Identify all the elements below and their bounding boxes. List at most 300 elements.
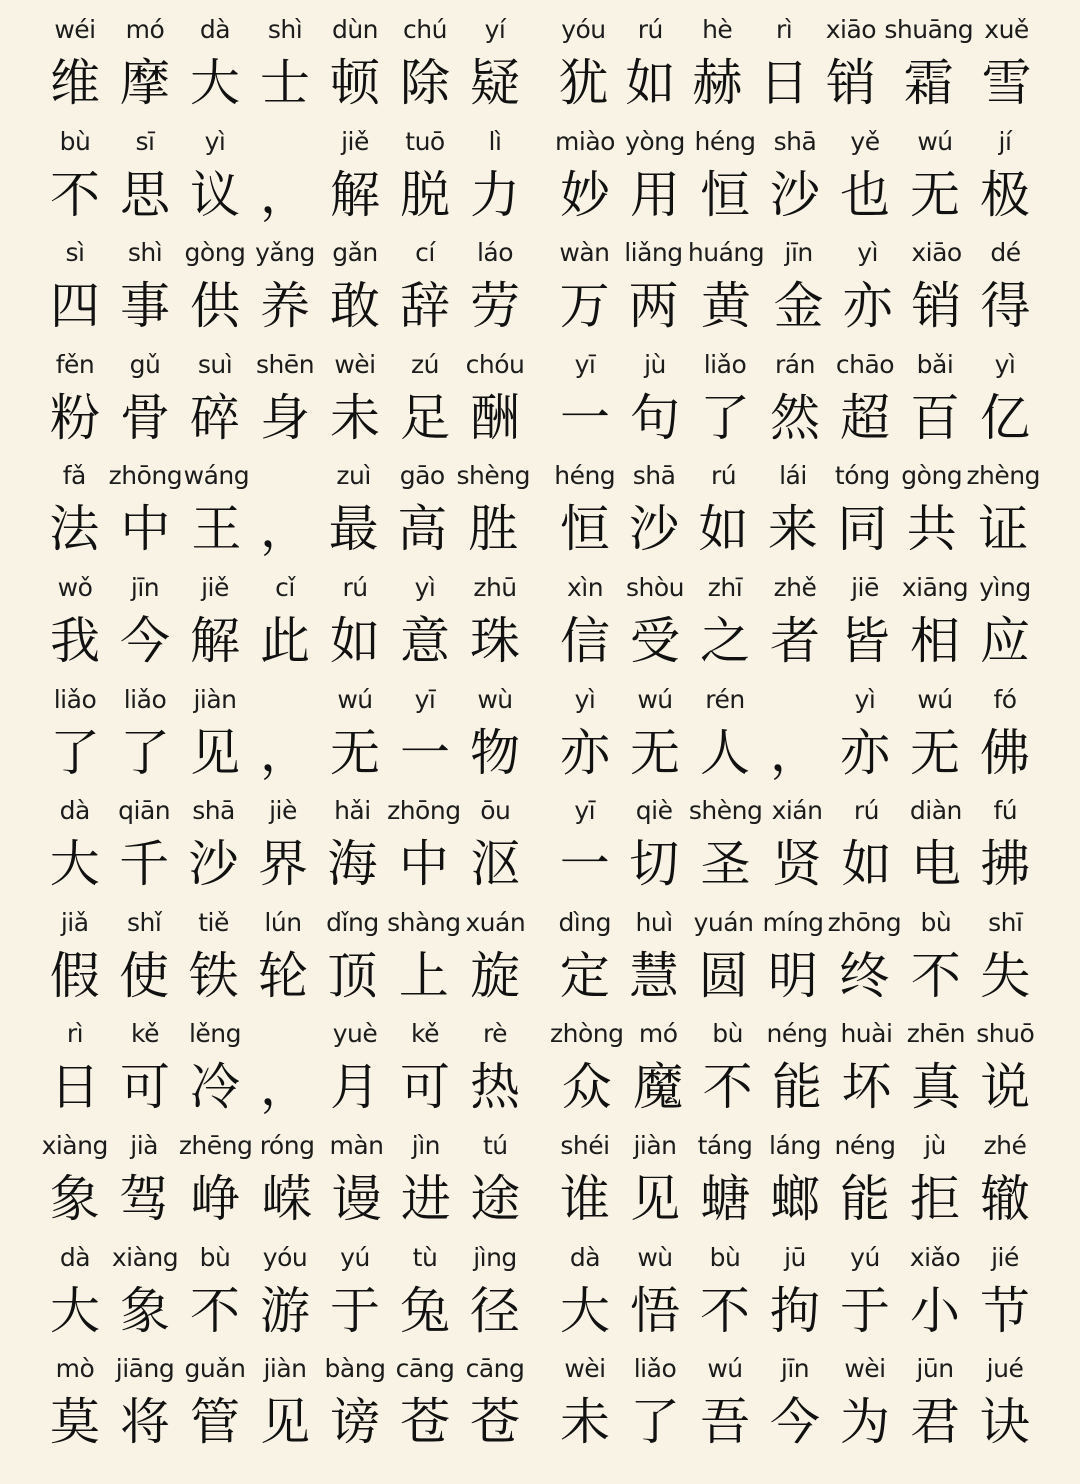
hanzi-character: 用 [630, 165, 680, 224]
hanzi-character: 亦 [842, 277, 893, 336]
pinyin-syllable: shèng [456, 461, 530, 491]
hanzi-character: 中 [398, 835, 449, 894]
pinyin-syllable: fěn [55, 349, 95, 379]
pinyin-syllable: bù [709, 1242, 741, 1272]
hanzi-character: 不 [702, 1058, 753, 1117]
pinyin-syllable: yī [574, 349, 596, 379]
hanzi-character: 今 [120, 611, 170, 670]
pinyin-syllable: wú [707, 1354, 743, 1384]
hanzi-character: 驾 [119, 1169, 170, 1228]
hanzi-character: 月 [330, 1058, 380, 1117]
pinyin-syllable: dà [569, 1242, 601, 1272]
pinyin-syllable: xuě [984, 15, 1029, 44]
pinyin-syllable: yì [994, 349, 1016, 379]
pinyin-syllable: gòng [901, 461, 963, 491]
pinyin-syllable: mó [125, 15, 165, 44]
hanzi-character: 径 [470, 1281, 520, 1340]
hanzi-character: 亦 [560, 723, 610, 782]
pinyin-syllable: jiāng [115, 1354, 175, 1384]
hanzi-character: 士 [260, 54, 310, 112]
pinyin-syllable: zhōng [108, 461, 183, 491]
hanzi-character: 信 [560, 611, 610, 670]
pinyin-syllable: jīn [130, 572, 160, 602]
pinyin-syllable: jīn [780, 1354, 810, 1384]
verse-line [550, 1347, 1040, 1459]
hanzi-character: 冷 [190, 1058, 240, 1117]
hanzi-character: 圆 [698, 946, 749, 1005]
pinyin-syllable: suì [197, 349, 233, 379]
hanzi-character: 摩 [120, 54, 170, 112]
pinyin-syllable: bù [59, 126, 91, 156]
hanzi-character: 日 [50, 1058, 100, 1117]
hanzi-character: 见 [190, 723, 240, 782]
verse-line [550, 343, 1040, 455]
verse-line [550, 1236, 1040, 1348]
pinyin-syllable: rú [637, 15, 663, 44]
pinyin-syllable: fú [993, 796, 1018, 826]
pinyin-syllable: qiè [635, 796, 673, 826]
pinyin-syllable: zhé [983, 1130, 1027, 1160]
hanzi-character: 不 [190, 1281, 240, 1340]
hanzi-character: 无 [910, 723, 960, 782]
pinyin-syllable: shòu [625, 572, 684, 602]
hanzi-character: 物 [470, 723, 520, 782]
pinyin-syllable: tóng [834, 461, 890, 491]
pinyin-syllable: liǎng [624, 238, 683, 268]
pinyin-syllable: cí [415, 238, 435, 268]
pinyin-syllable: jū [784, 1242, 806, 1272]
hanzi-character: 大 [190, 54, 240, 112]
verse-line [550, 8, 1040, 120]
pinyin-syllable: zhī [707, 572, 743, 602]
hanzi-character: ， [260, 723, 310, 782]
hanzi-character: 谁 [560, 1169, 610, 1228]
pinyin-syllable: dìng [558, 907, 611, 937]
hanzi-character: 谩 [331, 1169, 382, 1228]
pinyin-syllable: rì [66, 1019, 84, 1049]
pinyin-syllable: gāo [399, 461, 445, 491]
hanzi-character: 敢 [330, 277, 380, 336]
hanzi-character: 了 [630, 1393, 680, 1452]
hanzi-character: 疑 [470, 54, 520, 112]
pinyin-syllable: tú [482, 1130, 508, 1160]
pinyin-syllable: wéi [54, 15, 96, 44]
hanzi-character: 界 [257, 835, 308, 894]
pinyin-syllable: ōu [480, 796, 511, 826]
pinyin-syllable: shuō [976, 1019, 1035, 1049]
hanzi-character: 来 [767, 500, 818, 559]
verse-line [40, 678, 530, 790]
hanzi-character: 了 [50, 723, 100, 782]
hanzi-character: 于 [840, 1281, 890, 1340]
pinyin-syllable: wáng [183, 461, 250, 491]
verse-line [40, 8, 530, 120]
pinyin-syllable: diàn [909, 796, 962, 826]
hanzi-character: 莫 [50, 1393, 100, 1452]
hanzi-character: 见 [630, 1169, 680, 1228]
hanzi-character: 脱 [400, 165, 450, 224]
pinyin-syllable: shī [988, 907, 1023, 937]
hanzi-character: 了 [120, 723, 170, 782]
hanzi-character: 珠 [470, 611, 520, 670]
pinyin-syllable: chóu [465, 349, 525, 379]
hanzi-character: 赫 [692, 54, 743, 112]
pinyin-syllable: xiāo [825, 15, 877, 44]
hanzi-character: 受 [630, 611, 680, 670]
hanzi-character: 力 [470, 165, 520, 224]
pinyin-syllable: wàn [559, 238, 610, 268]
pinyin-syllable: wǒ [57, 572, 93, 602]
hanzi-character: 拒 [910, 1169, 960, 1228]
pinyin-syllable: rú [710, 461, 737, 491]
hanzi-character: 雪 [981, 54, 1032, 112]
hanzi-character: 终 [839, 946, 890, 1005]
verse-line [40, 1347, 530, 1459]
hanzi-character: 进 [400, 1169, 451, 1228]
hanzi-character: 说 [980, 1058, 1031, 1117]
pinyin-syllable: lì [488, 126, 502, 156]
hanzi-character: 身 [260, 388, 310, 447]
hanzi-character: 我 [50, 611, 100, 670]
pinyin-syllable: lěng [188, 1019, 242, 1049]
hanzi-character: 一 [400, 723, 450, 782]
pinyin-syllable: lún [264, 907, 302, 937]
hanzi-character: 了 [700, 388, 750, 447]
pinyin-syllable: zhòng [550, 1019, 624, 1049]
hanzi-character: 无 [910, 165, 960, 224]
verse-line [550, 901, 1040, 1013]
pinyin-syllable: jiàn [263, 1354, 307, 1384]
verse-line [40, 1236, 530, 1348]
pinyin-syllable: jí [998, 126, 1012, 156]
hanzi-character: 句 [630, 388, 680, 447]
pinyin-syllable: zhě [773, 572, 817, 602]
pinyin-syllable: zhēn [906, 1019, 965, 1049]
hanzi-character: 四 [50, 277, 100, 336]
hanzi-character: 未 [330, 388, 380, 447]
hanzi-character: 将 [120, 1393, 170, 1452]
pinyin-syllable: yuè [332, 1019, 378, 1049]
hanzi-character: 日 [759, 54, 810, 112]
hanzi-character: 辙 [980, 1169, 1030, 1228]
hanzi-character: 于 [330, 1281, 380, 1340]
hanzi-character: 沙 [629, 500, 680, 559]
pinyin-syllable: cāng [465, 1354, 525, 1384]
hanzi-character: 黄 [701, 277, 752, 336]
pinyin-syllable: shuāng [884, 15, 974, 44]
hanzi-character: 骨 [120, 388, 170, 447]
hanzi-character: 辞 [400, 277, 450, 336]
pinyin-syllable: mò [55, 1354, 95, 1384]
hanzi-character: 象 [120, 1281, 170, 1340]
pinyin-syllable: yóu [561, 15, 606, 44]
pinyin-syllable: bù [199, 1242, 231, 1272]
pinyin-syllable: wèi [334, 349, 376, 379]
pinyin-syllable: láng [769, 1130, 821, 1160]
pinyin-syllable: cǐ [275, 572, 295, 602]
hanzi-character: 人 [700, 723, 750, 782]
pinyin-syllable: jù [644, 349, 666, 379]
hanzi-character: 胜 [468, 500, 519, 559]
hanzi-character: ， [260, 165, 310, 224]
pinyin-syllable: jìn [411, 1130, 441, 1160]
pinyin-syllable: jiǎ [60, 907, 89, 937]
hanzi-character: 顿 [330, 54, 380, 112]
verse-line [40, 1124, 530, 1236]
hanzi-character: 酬 [470, 388, 520, 447]
verse-line [550, 1124, 1040, 1236]
pinyin-syllable: míng [762, 907, 824, 937]
hanzi-character: 超 [840, 388, 890, 447]
scripture-text-grid [40, 8, 1040, 1459]
hanzi-character: 贤 [772, 835, 823, 894]
pinyin-syllable: wú [637, 684, 673, 714]
pinyin-syllable: tuō [405, 126, 445, 156]
hanzi-character: 为 [840, 1393, 890, 1452]
hanzi-character: 解 [190, 611, 240, 670]
pinyin-syllable: dà [59, 796, 90, 826]
pinyin-syllable: shā [632, 461, 676, 491]
hanzi-character: 兔 [400, 1281, 450, 1340]
verse-line [40, 901, 530, 1013]
verse-line [40, 454, 530, 566]
hanzi-character: 诀 [980, 1393, 1030, 1452]
pinyin-syllable: lái [779, 461, 807, 491]
pinyin-syllable: xián [771, 796, 823, 826]
pinyin-syllable: mó [638, 1019, 678, 1049]
pinyin-syllable: bù [920, 907, 952, 937]
hanzi-character: 妙 [560, 165, 610, 224]
pinyin-syllable: kě [411, 1019, 439, 1049]
hanzi-character: 劳 [470, 277, 520, 336]
pinyin-syllable: láo [476, 238, 514, 268]
pinyin-syllable: yóu [262, 1242, 308, 1272]
pinyin-syllable: xiāng [901, 572, 969, 602]
verse-line [550, 678, 1040, 790]
pinyin-syllable: hǎi [334, 796, 371, 826]
hanzi-character: 坏 [841, 1058, 892, 1117]
hanzi-character: 粉 [50, 388, 100, 447]
pinyin-syllable: sì [65, 238, 85, 268]
hanzi-character: 旋 [470, 946, 521, 1005]
pinyin-syllable: huài [840, 1019, 893, 1049]
pinyin-syllable: liǎo [703, 349, 747, 379]
pinyin-syllable: dà [199, 15, 231, 44]
hanzi-character: 铁 [188, 946, 239, 1005]
hanzi-character: 吾 [700, 1393, 750, 1452]
pinyin-syllable: rén [705, 684, 745, 714]
hanzi-character: 峥 [190, 1169, 241, 1228]
pinyin-syllable: zhèng [966, 461, 1040, 491]
hanzi-character: 沙 [188, 835, 239, 894]
hanzi-character: 管 [190, 1393, 240, 1452]
pinyin-syllable: dà [59, 1242, 91, 1272]
hanzi-character: 拂 [980, 835, 1031, 894]
hanzi-character: 亦 [840, 723, 890, 782]
pinyin-syllable: yǎng [255, 238, 315, 268]
hanzi-character: 失 [980, 946, 1031, 1005]
pinyin-syllable: shǐ [126, 907, 162, 937]
verse-line [550, 231, 1040, 343]
hanzi-character: 小 [910, 1281, 960, 1340]
pinyin-syllable: gǔ [129, 349, 161, 379]
pinyin-syllable: héng [694, 126, 756, 156]
pinyin-syllable: tù [412, 1242, 438, 1272]
hanzi-character: 此 [260, 611, 310, 670]
hanzi-character: ， [770, 723, 820, 782]
hanzi-character: 上 [398, 946, 449, 1005]
hanzi-character: 未 [560, 1393, 610, 1452]
pinyin-syllable: hè [702, 15, 733, 44]
pinyin-syllable: zuì [336, 461, 371, 491]
hanzi-character: 悟 [630, 1281, 680, 1340]
pinyin-syllable: jiē [851, 572, 879, 602]
pinyin-syllable: rú [853, 796, 879, 826]
pinyin-syllable: shèng [688, 796, 763, 826]
hanzi-character: 螗 [700, 1169, 750, 1228]
pinyin-syllable: màn [329, 1130, 384, 1160]
hanzi-character: 维 [50, 54, 100, 112]
pinyin-syllable: miào [555, 126, 615, 156]
hanzi-character: 轮 [258, 946, 308, 1005]
pinyin-syllable: yuán [693, 907, 754, 937]
hanzi-character: 可 [400, 1058, 450, 1117]
hanzi-character: 热 [470, 1058, 520, 1117]
pinyin-syllable: yí [484, 15, 506, 44]
pinyin-syllable: shì [127, 238, 163, 268]
hanzi-character: 如 [841, 835, 892, 894]
hanzi-character: 一 [559, 835, 610, 894]
hanzi-character: 皆 [840, 611, 890, 670]
hanzi-character: 犹 [558, 54, 609, 112]
hanzi-character: 之 [700, 611, 750, 670]
hanzi-character: 嵘 [262, 1169, 313, 1228]
hanzi-character: 无 [630, 723, 680, 782]
pinyin-syllable: chāo [835, 349, 895, 379]
hanzi-character: 应 [980, 611, 1030, 670]
pinyin-syllable: zhōng [387, 796, 461, 826]
hanzi-character: 事 [120, 277, 170, 336]
hanzi-character: 除 [400, 54, 450, 112]
pinyin-syllable: shàng [387, 907, 461, 937]
hanzi-character: 相 [910, 611, 960, 670]
hanzi-character: 万 [559, 277, 610, 336]
hanzi-character: 如 [330, 611, 380, 670]
hanzi-character: 王 [191, 500, 242, 559]
hanzi-character: 拘 [770, 1281, 820, 1340]
pinyin-syllable: jiě [341, 126, 369, 156]
pinyin-syllable: bàng [324, 1354, 386, 1384]
hanzi-character: 见 [260, 1393, 310, 1452]
pinyin-syllable: guǎn [184, 1354, 246, 1384]
pinyin-syllable: rán [775, 349, 815, 379]
hanzi-character: 魔 [633, 1058, 684, 1117]
pinyin-syllable: liǎo [633, 1354, 677, 1384]
hanzi-character: 最 [328, 500, 379, 559]
hanzi-character: 沙 [770, 165, 820, 224]
hanzi-character: 法 [49, 500, 100, 559]
verse-line [40, 343, 530, 455]
verse-line [550, 454, 1040, 566]
hanzi-character: 螂 [770, 1169, 820, 1228]
pinyin-syllable: jié [991, 1242, 1019, 1272]
pinyin-syllable: huì [635, 907, 673, 937]
verse-line [550, 120, 1040, 232]
pinyin-syllable: shì [267, 15, 303, 44]
pinyin-syllable: wú [917, 684, 953, 714]
pinyin-syllable: wèi [564, 1354, 606, 1384]
pinyin-syllable: jūn [916, 1354, 954, 1384]
hanzi-character: 同 [837, 500, 888, 559]
pinyin-syllable: néng [766, 1019, 828, 1049]
hanzi-character: 中 [120, 500, 171, 559]
pinyin-syllable: rì [775, 15, 793, 44]
hanzi-character: 恒 [700, 165, 750, 224]
hanzi-character: 解 [330, 165, 380, 224]
hanzi-character: 者 [770, 611, 820, 670]
pinyin-syllable: bǎi [916, 349, 954, 379]
pinyin-syllable: liǎo [53, 684, 97, 714]
pinyin-syllable: dùn [331, 15, 379, 44]
pinyin-syllable: shā [192, 796, 235, 826]
pinyin-syllable: tiě [198, 907, 229, 937]
pinyin-syllable: néng [834, 1130, 896, 1160]
hanzi-character: 可 [120, 1058, 170, 1117]
pinyin-syllable: yì [204, 126, 226, 156]
hanzi-character: 两 [628, 277, 679, 336]
hanzi-character: 金 [773, 277, 824, 336]
pinyin-syllable: jué [986, 1354, 1024, 1384]
pinyin-syllable: táng [697, 1130, 753, 1160]
pinyin-syllable: cāng [395, 1354, 455, 1384]
hanzi-character: 大 [50, 1281, 100, 1340]
pinyin-syllable: wèi [844, 1354, 886, 1384]
pinyin-syllable: xiāo [911, 238, 962, 268]
verse-line [40, 120, 530, 232]
pinyin-syllable: huáng [687, 238, 765, 268]
hanzi-character: 苍 [400, 1393, 450, 1452]
hanzi-character: 也 [840, 165, 890, 224]
pinyin-syllable: yī [574, 796, 596, 826]
pinyin-syllable: shā [773, 126, 817, 156]
hanzi-character: 谤 [330, 1393, 380, 1452]
hanzi-character: ， [260, 500, 310, 559]
pinyin-syllable: wú [917, 126, 953, 156]
verse-line [40, 566, 530, 678]
pinyin-syllable: yì [414, 572, 436, 602]
hanzi-character: 海 [327, 835, 378, 894]
hanzi-character: 意 [400, 611, 450, 670]
pinyin-syllable: jiàn [193, 684, 237, 714]
hanzi-character: 百 [910, 388, 960, 447]
verse-line [40, 231, 530, 343]
pinyin-syllable: qiān [118, 796, 171, 826]
pinyin-syllable: xuán [465, 907, 526, 937]
hanzi-character: 共 [906, 500, 957, 559]
pinyin-syllable: wú [337, 684, 373, 714]
pinyin-syllable: gòng [184, 238, 246, 268]
pinyin-syllable: róng [259, 1130, 315, 1160]
pinyin-syllable: wù [637, 1242, 673, 1272]
verse-line [40, 789, 530, 901]
hanzi-character: 圣 [700, 835, 751, 894]
hanzi-character: 君 [910, 1393, 960, 1452]
pinyin-syllable: kě [131, 1019, 159, 1049]
pinyin-syllable: liǎo [123, 684, 167, 714]
hanzi-character: 假 [49, 946, 100, 1005]
pinyin-syllable: xiǎo [909, 1242, 961, 1272]
pinyin-syllable: jià [130, 1130, 158, 1160]
